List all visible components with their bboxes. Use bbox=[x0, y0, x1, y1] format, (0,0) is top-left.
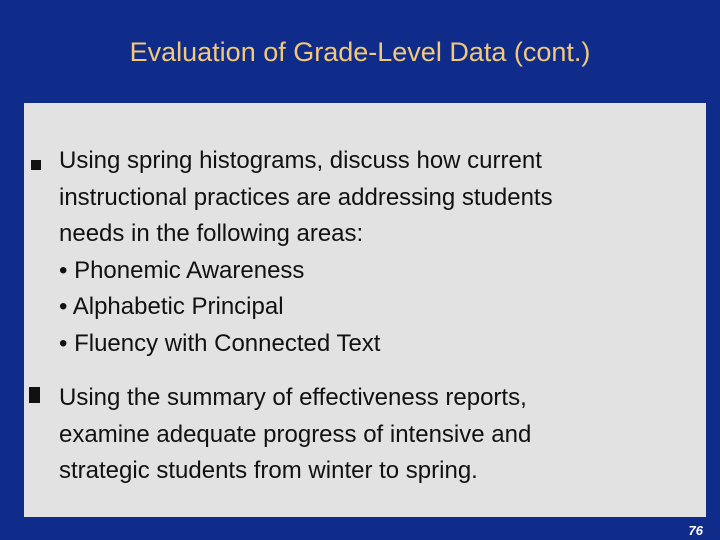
page-number: 76 bbox=[688, 523, 703, 538]
bullet-line: instructional practices are addressing students bbox=[59, 183, 553, 211]
bullet-line: Using spring histograms, discuss how current bbox=[59, 147, 542, 174]
bullet-line: strategic students from winter to spring. bbox=[59, 457, 478, 484]
sub-bullet-line: • Phonemic Awareness bbox=[59, 256, 305, 284]
slide-title: Evaluation of Grade-Level Data (cont.) bbox=[129, 37, 591, 67]
square-bullet-icon bbox=[29, 387, 40, 403]
square-bullet-icon bbox=[31, 160, 41, 170]
sub-bullet-line: • Fluency with Connected Text bbox=[59, 329, 381, 357]
bullet-text bbox=[59, 143, 699, 362]
bullet-line: Using the summary of effectiveness reports, bbox=[59, 384, 527, 411]
bullet-text bbox=[59, 380, 699, 490]
bullet-line: examine adequate progress of intensive and bbox=[59, 420, 532, 448]
sub-bullet-line: • Alphabetic Principal bbox=[59, 293, 284, 320]
bullet-line: needs in the following areas: bbox=[59, 220, 364, 247]
content-panel bbox=[24, 103, 706, 517]
